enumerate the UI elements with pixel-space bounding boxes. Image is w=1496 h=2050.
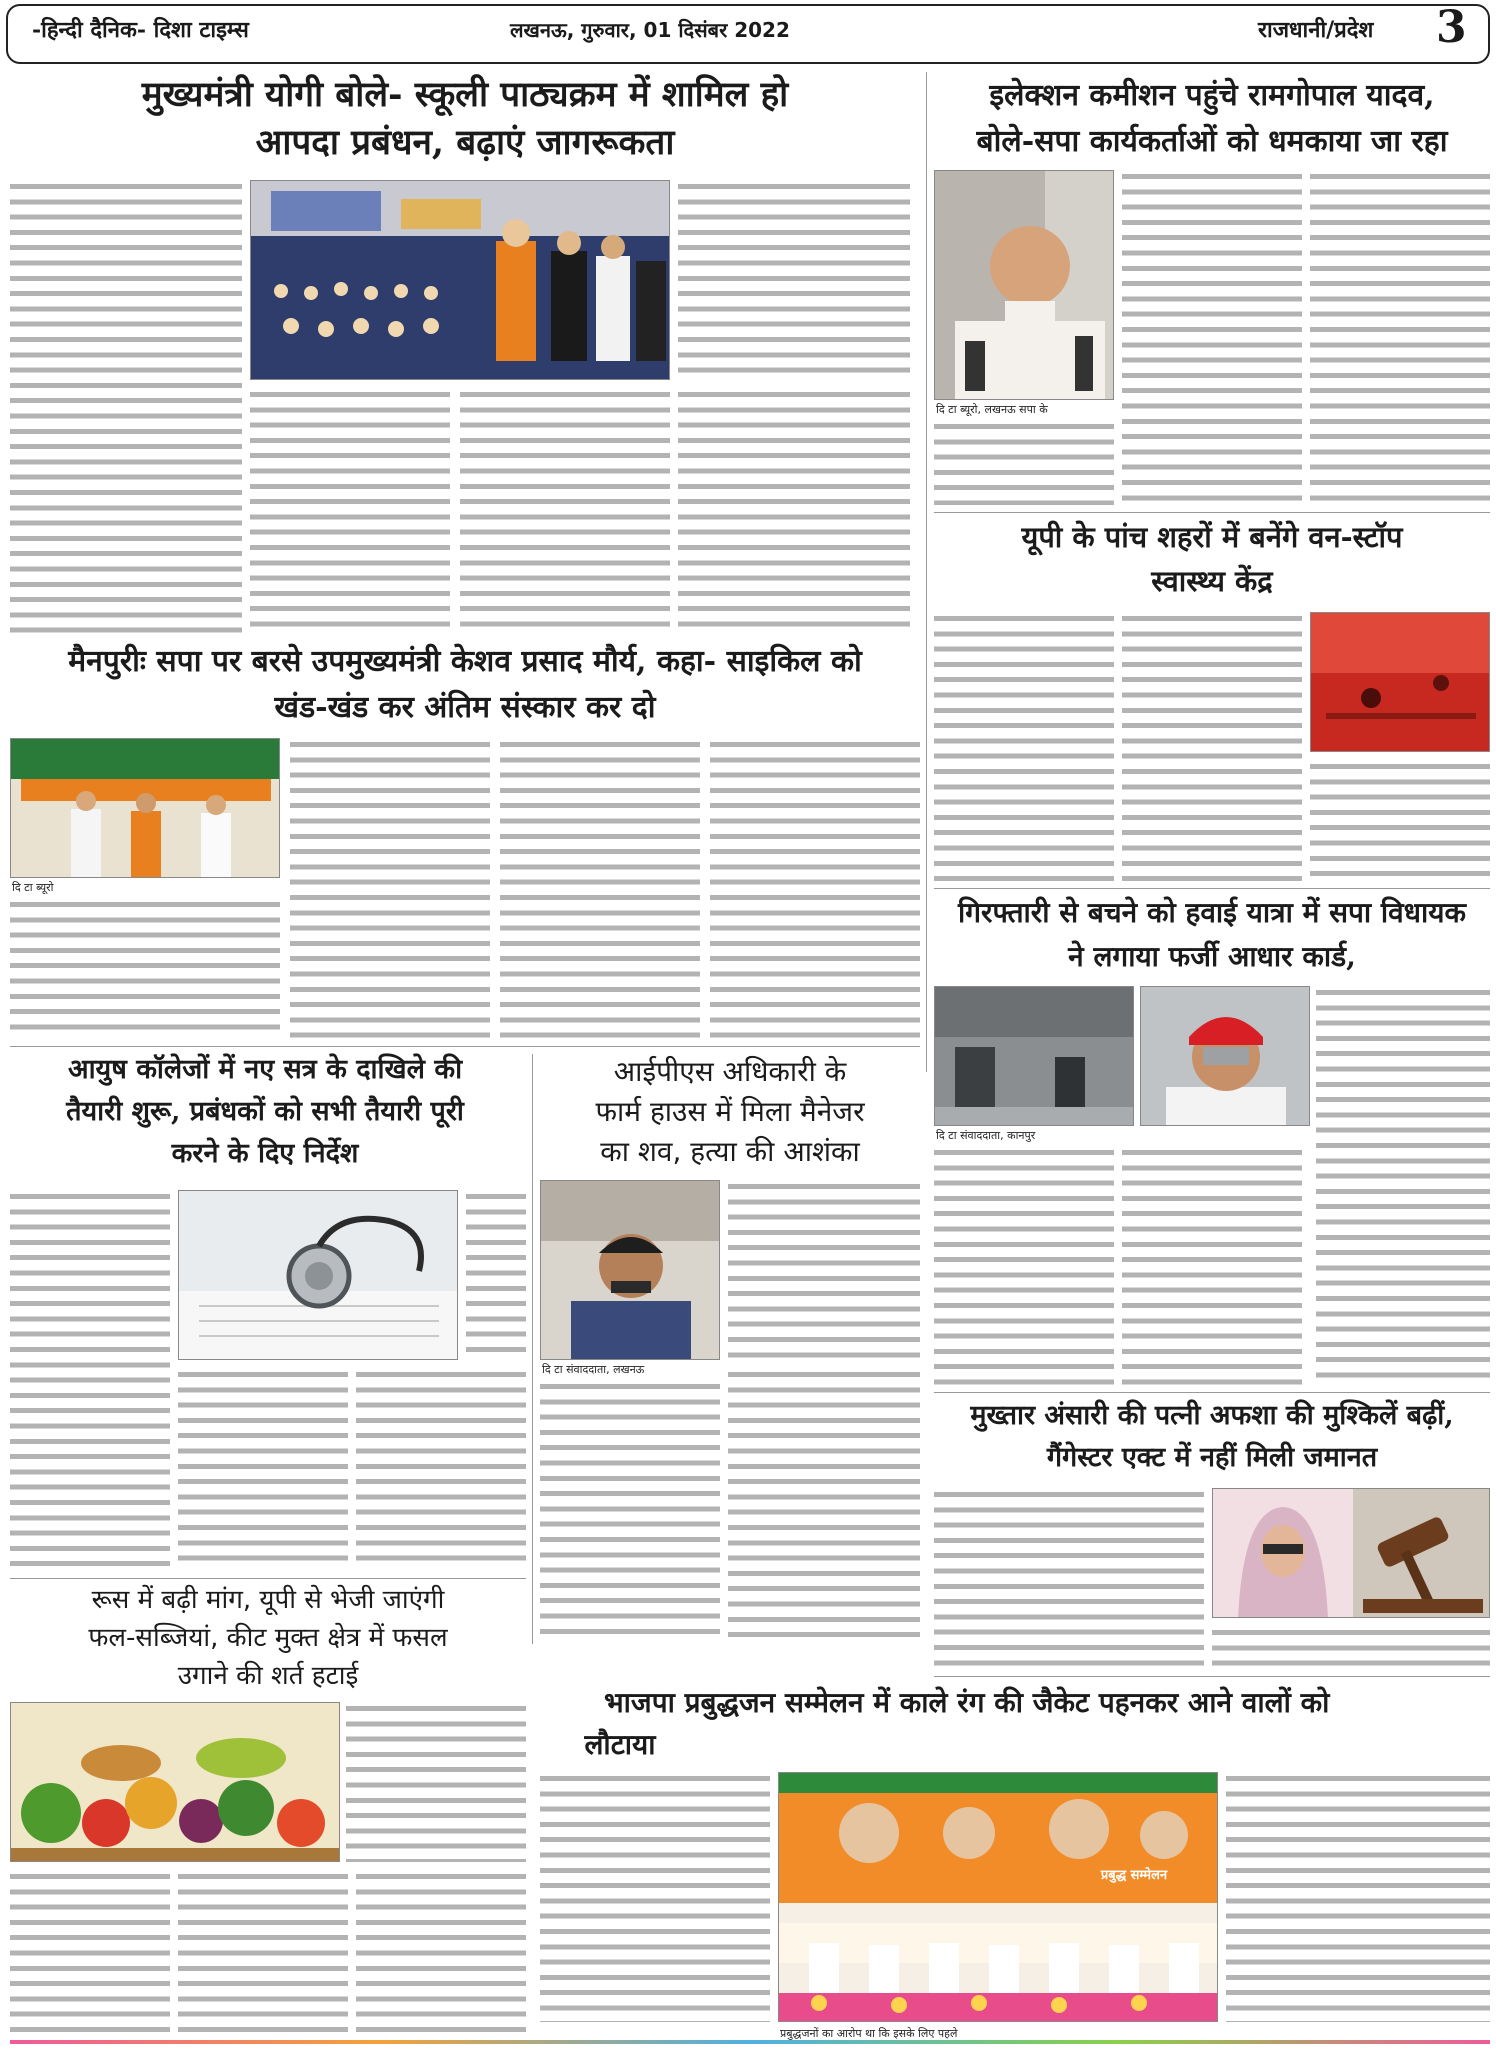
yogi-column-3-top: [678, 180, 910, 380]
bjp-banner-text: प्रबुद्ध सम्मेलन: [1100, 1868, 1168, 1883]
ec-column-2: [1122, 170, 1302, 505]
ayush-column-1: [10, 1190, 170, 1570]
mla-cctv-photo: [934, 986, 1134, 1126]
footer-color-bar: [10, 2040, 1490, 2044]
ec-headline-line2: बोले-सपा कार्यकर्ताओं को धमकाया जा रहा: [976, 124, 1448, 159]
yogi-event-photo: [250, 180, 670, 380]
ips-headline-line3: का शव, हत्या की आशंका: [600, 1135, 860, 1168]
mainpuri-caption: दि टा ब्यूरो: [12, 880, 278, 895]
russia-headline-line2: फल-सब्जियां, कीट मुक्त क्षेत्र में फसल: [88, 1623, 448, 1653]
health-column-1: [934, 612, 1114, 882]
mainpuri-column-4: [710, 738, 920, 1038]
yogi-column-3: [678, 388, 910, 635]
health-headline-line2: स्वास्थ्य केंद्र: [1151, 564, 1273, 598]
russia-column-1: [10, 1870, 170, 2042]
mainpuri-headline-line2: खंड-खंड कर अंतिम संस्कार कर दो: [274, 690, 656, 725]
bjp-column-3: [1226, 1772, 1490, 2022]
rule: [934, 1392, 1490, 1393]
ec-headline-line1: इलेक्शन कमीशन पहुंचे रामगोपाल यादव,: [989, 78, 1435, 113]
russia-column-3: [356, 1870, 526, 2042]
mukhtar-column-1: [934, 1488, 1204, 1668]
health-column-3: [1310, 760, 1490, 882]
bjp-headline-line2: लौटाया: [584, 1728, 656, 1761]
yogi-column-2: [250, 388, 450, 635]
ips-headline-line2: फार्म हाउस में मिला मैनेजर: [595, 1095, 865, 1128]
mainpuri-column-1: [10, 898, 280, 1038]
mla-portrait-photo: [1140, 986, 1310, 1126]
ec-caption: दि टा ब्यूरो, लखनऊ सपा के: [936, 402, 1112, 417]
mainpuri-headline-line1: मैनपुरीः सपा पर बरसे उपमुख्यमंत्री केशव प्रसाद मौर्य, कहा- साइकिल को: [68, 644, 862, 679]
mla-column-3: [1316, 986, 1490, 1386]
column-divider: [532, 1054, 533, 1644]
yogi-column-2b: [460, 388, 670, 635]
page-number: 3: [1436, 2, 1467, 53]
mainpuri-column-2: [290, 738, 490, 1038]
russia-column-2: [178, 1870, 348, 2042]
ec-column-1: [934, 420, 1114, 505]
ayush-column-3: [356, 1368, 526, 1570]
ayush-column-2-top: [466, 1190, 526, 1360]
rule: [934, 888, 1490, 889]
mukhtar-column-2: [1212, 1626, 1490, 1668]
paper-name: -हिन्दी दैनिक- दिशा टाइम्स: [32, 17, 249, 43]
ips-column-2-top: [728, 1180, 920, 1360]
mla-column-2: [1122, 1146, 1302, 1386]
russia-headline-line1: रूस में बढ़ी मांग, यूपी से भेजी जाएंगी: [91, 1585, 445, 1615]
mukhtar-headline-line1: मुख्तार अंसारी की पत्नी अफशा की मुश्किलें बढ़ीं,: [970, 1400, 1454, 1431]
column-divider: [926, 72, 927, 1072]
ips-column-1: [540, 1380, 720, 1642]
rule: [10, 1046, 920, 1047]
mla-headline-line2: ने लगाया फर्जी आधार कार्ड,: [1068, 940, 1356, 973]
manager-photo: [540, 1180, 720, 1360]
ayush-headline-line2: तैयारी शुरू, प्रबंधकों को सभी तैयारी पूरी: [66, 1096, 464, 1127]
ayush-column-2: [178, 1368, 348, 1570]
ips-column-2: [728, 1368, 920, 1642]
bjp-caption: प्रबुद्धजनों का आरोप था कि इसके लिए पहले: [780, 2026, 1216, 2041]
rule: [10, 1578, 526, 1579]
bjp-headline-line1: भाजपा प्रबुद्धजन सम्मेलन में काले रंग की जैकेट पहनकर आने वालों को: [604, 1686, 1330, 1719]
rule: [934, 512, 1490, 513]
section-name: राजधानी/प्रदेश: [1258, 18, 1374, 43]
health-photo: [1310, 612, 1490, 752]
mla-headline-line1: गिरफ्तारी से बचने को हवाई यात्रा में सपा विधायक: [958, 896, 1466, 929]
dateline: लखनऊ, गुरुवार, 01 दिसंबर 2022: [510, 18, 790, 42]
mla-caption: दि टा संवाददाता, कानपुर: [936, 1128, 1132, 1143]
yogi-column-1: [10, 180, 242, 635]
bjp-column-1: [540, 1772, 770, 2022]
ayush-headline-line3: करने के दिए निर्देश: [171, 1138, 359, 1169]
bjp-stage-photo: [778, 1772, 1218, 2022]
ips-headline-line1: आईपीएस अधिकारी के: [613, 1055, 847, 1088]
ec-column-3: [1310, 170, 1490, 505]
yogi-headline-line1: मुख्यमंत्री योगी बोले- स्कूली पाठ्यक्रम में शामिल हो: [141, 74, 789, 115]
stethoscope-photo: [178, 1190, 458, 1360]
russia-column-1-top: [346, 1702, 526, 1862]
mla-column-1: [934, 1146, 1114, 1386]
ramgopal-photo: [934, 170, 1114, 400]
russia-headline-line3: उगाने की शर्त हटाई: [177, 1661, 359, 1691]
mainpuri-column-3: [500, 738, 700, 1038]
vegetables-photo: [10, 1702, 340, 1862]
ayush-headline-line1: आयुष कॉलेजों में नए सत्र के दाखिले की: [67, 1054, 463, 1085]
yogi-headline-line2: आपदा प्रबंधन, बढ़ाएं जागरूकता: [255, 122, 675, 163]
rule: [934, 1676, 1490, 1677]
mainpuri-rally-photo: [10, 738, 280, 878]
afsha-gavel-photo: [1212, 1488, 1490, 1618]
health-headline-line1: यूपी के पांच शहरों में बनेंगे वन-स्टॉप: [1021, 520, 1403, 554]
ips-caption: दि टा संवाददाता, लखनऊ: [542, 1362, 718, 1377]
health-column-2: [1122, 612, 1302, 882]
mukhtar-headline-line2: गैंगेस्टर एक्ट में नहीं मिली जमानत: [1046, 1442, 1378, 1473]
